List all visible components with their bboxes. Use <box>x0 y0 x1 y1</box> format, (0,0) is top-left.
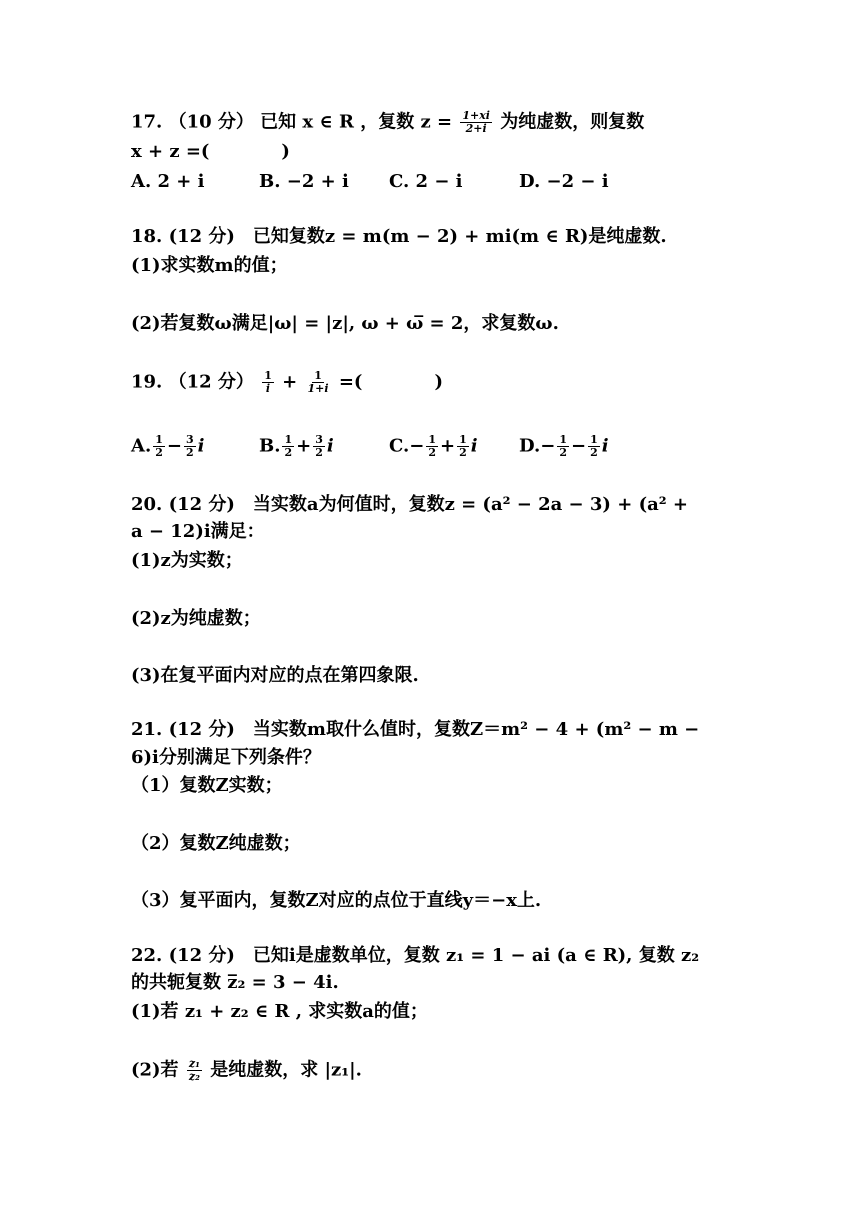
q18-line1: 18. (12 分) 已知复数z = m(m − 2) + mi(m ∈ R)是纯虚数. <box>131 226 667 247</box>
q19-option-d-frac1-num: 1 <box>559 433 567 446</box>
q19-option-d-label: D. <box>519 435 541 457</box>
q19-option-d-frac1 <box>557 434 569 459</box>
q21-line3: （1）复数Z实数； <box>131 775 283 796</box>
q19-line1 <box>131 370 443 395</box>
q19-option-d-frac2-den: 2 <box>590 446 598 459</box>
q20-line2: a − 12)i满足： <box>131 521 265 542</box>
q19-option-b-op: + <box>296 435 312 457</box>
q19-option-a-frac2-num: 3 <box>185 433 194 446</box>
q19-option-d-tail: i <box>601 435 609 457</box>
q21-line5: （3）复平面内，复数Z对应的点位于直线y＝−x上. <box>131 890 542 911</box>
q19-option-a-label: A. <box>131 435 152 457</box>
q20-line5: (3)在复平面内对应的点在第四象限. <box>131 665 419 686</box>
q19-option-b-tail: i <box>326 435 334 457</box>
q19-f1-den: i <box>265 382 271 395</box>
q19-option-c-frac2-num: 1 <box>459 433 467 446</box>
q19-option-c-frac1-num: 1 <box>428 433 437 446</box>
q19-option-a-tail: i <box>197 435 205 457</box>
q19-option-c-tail: i <box>470 435 478 457</box>
q19-option-b-frac1 <box>282 434 294 459</box>
q20-line1: 20. (12 分) 当实数a为何值时，复数z = (a² − 2a − 3) + (a² + <box>131 494 688 515</box>
q17-line1 <box>131 110 644 135</box>
q19-option-b-frac2 <box>313 434 325 459</box>
q17-option-b: B. −2 + i <box>259 171 349 192</box>
q22-line3: (1)若 z₁ + z₂ ∈ R , 求实数a的值； <box>131 1001 428 1022</box>
q22-line4-prefix: (2)若 <box>131 1059 179 1081</box>
q22-line4 <box>131 1058 362 1083</box>
q19-suffix: =( ) <box>338 371 443 393</box>
q19-plus: + <box>282 371 298 393</box>
q19-option-a <box>131 434 204 459</box>
q19-option-d <box>519 434 609 459</box>
q19-f2-den: 1+i <box>307 382 329 395</box>
q19-option-c-frac1-den: 2 <box>428 446 437 459</box>
q19-option-c <box>389 434 478 459</box>
q19-option-b-frac2-num: 3 <box>315 433 323 446</box>
q22-line1: 22. (12 分) 已知i是虚数单位，复数 z₁ = 1 − ai (a ∈ R), 复数 z₂ <box>131 945 700 966</box>
q17-frac-den: 2+i <box>465 122 487 135</box>
q17-option-d: D. −2 − i <box>519 171 609 192</box>
q19-option-d-lead: − <box>540 435 556 457</box>
q22-line2: 的共轭复数 z̅₂ = 3 − 4i. <box>131 972 339 993</box>
q21-line1: 21. (12 分) 当实数m取什么值时，复数Z＝m² − 4 + (m² − m − <box>131 719 700 740</box>
q19-option-c-frac1 <box>426 434 438 459</box>
q19-option-d-frac1-den: 2 <box>559 446 567 459</box>
q19-option-c-op: + <box>440 435 456 457</box>
q22-line4-suffix: 是纯虚数，求 |z₁|. <box>210 1059 362 1081</box>
q22-frac-den: z₂ <box>188 1070 200 1083</box>
q21-line2: 6)i分别满足下列条件？ <box>131 747 321 768</box>
q22-frac-num: z₁ <box>188 1057 200 1070</box>
q19-option-a-frac2-den: 2 <box>185 446 194 459</box>
q19-option-d-frac2-num: 1 <box>590 433 598 446</box>
q19-option-a-frac1-num: 1 <box>155 433 163 446</box>
q19-option-b-label: B. <box>259 435 281 457</box>
q19-option-d-frac2 <box>588 434 600 459</box>
q19-option-a-frac1 <box>153 434 165 459</box>
q19-option-b-frac2-den: 2 <box>315 446 323 459</box>
q19-f2-num: 1 <box>314 369 322 382</box>
q19-f1-num: 1 <box>264 369 272 382</box>
q19-option-a-op: − <box>166 435 182 457</box>
q19-fraction-1 <box>262 370 274 395</box>
q17-fraction <box>460 110 492 135</box>
q20-line4: (2)z为纯虚数； <box>131 608 261 629</box>
q19-option-c-label: C. <box>389 435 410 457</box>
q17-suffix: 为纯虚数，则复数 <box>500 111 645 133</box>
q19-option-c-frac2 <box>457 434 469 459</box>
q20-line3: (1)z为实数； <box>131 550 243 571</box>
q19-option-a-frac1-den: 2 <box>155 446 163 459</box>
q17-line2: x + z =( ) <box>131 141 290 162</box>
q19-option-a-frac2 <box>184 434 196 459</box>
q19-option-b-frac1-den: 2 <box>284 446 293 459</box>
q17-frac-num: 1+xi <box>462 109 490 122</box>
q17-option-a: A. 2 + i <box>131 171 205 192</box>
q19-option-d-op: − <box>570 435 587 457</box>
q19-option-b-frac1-num: 1 <box>284 433 293 446</box>
q19-fraction-2 <box>306 370 331 395</box>
q18-line3: (2)若复数ω满足|ω| = |z|, ω + ω̅ = 2，求复数ω. <box>131 313 559 334</box>
q19-option-b <box>259 434 334 459</box>
q21-line4: （2）复数Z纯虚数； <box>131 833 301 854</box>
q17-option-c: C. 2 − i <box>389 171 463 192</box>
q19-prefix: 19. （12 分） <box>131 371 254 393</box>
q17-prefix: 17. （10 分） 已知 x ∈ R ，复数 z = <box>131 111 453 133</box>
q22-fraction <box>187 1058 202 1083</box>
q18-line2: (1)求实数m的值； <box>131 255 288 276</box>
q19-option-c-frac2-den: 2 <box>459 446 467 459</box>
q19-option-c-lead: − <box>409 435 425 457</box>
